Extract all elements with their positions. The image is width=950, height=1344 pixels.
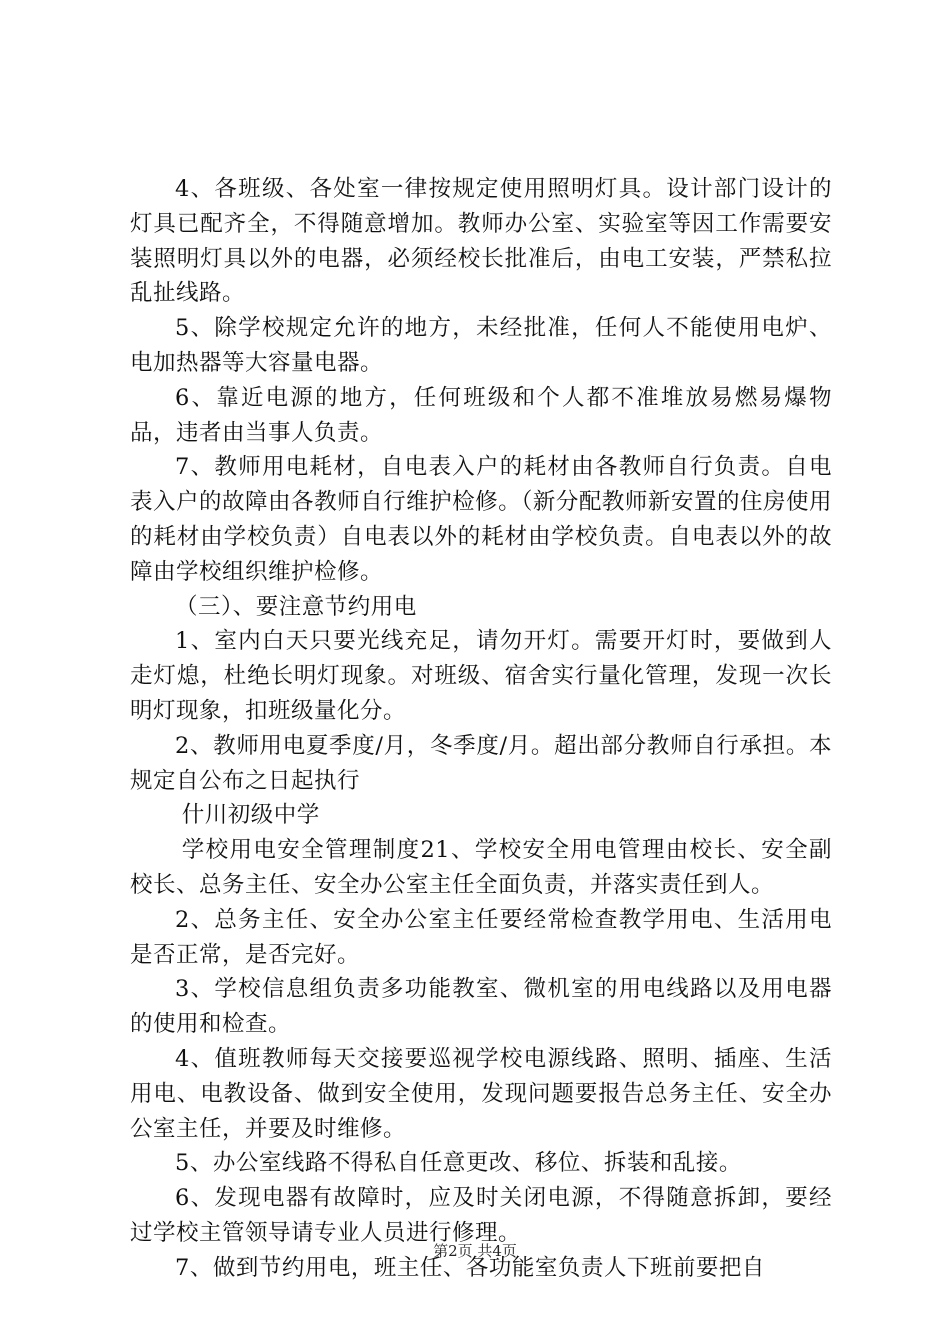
- school-name: 什川初级中学: [181, 802, 320, 829]
- document-body: [130, 172, 832, 1286]
- paragraph: 7、教师用电耗材，自电表入户的耗材由各教师自行负责。自电表入户的故障由各教师自行维护检修。（新分配教师新安置的住房使用的耗材由学校负责）自电表以外的耗材由学校负责。自电表以外的故障由学校组织维护检修。: [130, 454, 832, 585]
- paragraph: 6、发现电器有故障时，应及时关闭电源，不得随意拆卸，要经过学校主管领导请专业人员进行修理。: [130, 1185, 832, 1246]
- paragraph: 7、做到节约用电，班主任、各功能室负责人下班前要把自: [175, 1254, 765, 1281]
- paragraph: 5、办公室线路不得私自任意更改、移位、拆装和乱接。: [175, 1150, 742, 1177]
- paragraph: 6、靠近电源的地方，任何班级和个人都不准堆放易燃易爆物品，违者由当事人负责。: [130, 384, 832, 446]
- paragraph: 2、总务主任、安全办公室主任要经常检查教学用电、生活用电是否正常，是否完好。: [130, 906, 832, 968]
- paragraph: 2、教师用电夏季度/月，冬季度/月。超出部分教师自行承担。本规定自公布之日起执行: [130, 732, 832, 794]
- paragraph: 学校用电安全管理制度21、学校安全用电管理由校长、安全副校长、总务主任、安全办公室主任全面负责，并落实责任到人。: [130, 837, 832, 898]
- paragraph: 4、值班教师每天交接要巡视学校电源线路、照明、插座、生活用电、电教设备、做到安全使用，发现问题要报告总务主任、安全办公室主任，并要及时维修。: [130, 1045, 832, 1142]
- paragraph: 1、室内白天只要光线充足，请勿开灯。需要开灯时，要做到人走灯熄，杜绝长明灯现象。对班级、宿舍实行量化管理，发现一次长明灯现象，扣班级量化分。: [130, 628, 832, 724]
- page-number-footer: 第2页 共4页: [433, 1242, 517, 1260]
- paragraph: 3、学校信息组负责多功能教室、微机室的用电线路以及用电器的使用和检查。: [130, 976, 832, 1038]
- paragraph: 4、各班级、各处室一律按规定使用照明灯具。设计部门设计的灯具已配齐全，不得随意增加。教师办公室、实验室等因工作需要安装照明灯具以外的电器，必须经校长批准后，由电工安装，严禁私拉乱扯线路。: [130, 176, 832, 307]
- paragraph: 5、除学校规定允许的地方，未经批准，任何人不能使用电炉、电加热器等大容量电器。: [130, 315, 832, 376]
- section-heading: （三）、要注意节约用电: [175, 593, 417, 620]
